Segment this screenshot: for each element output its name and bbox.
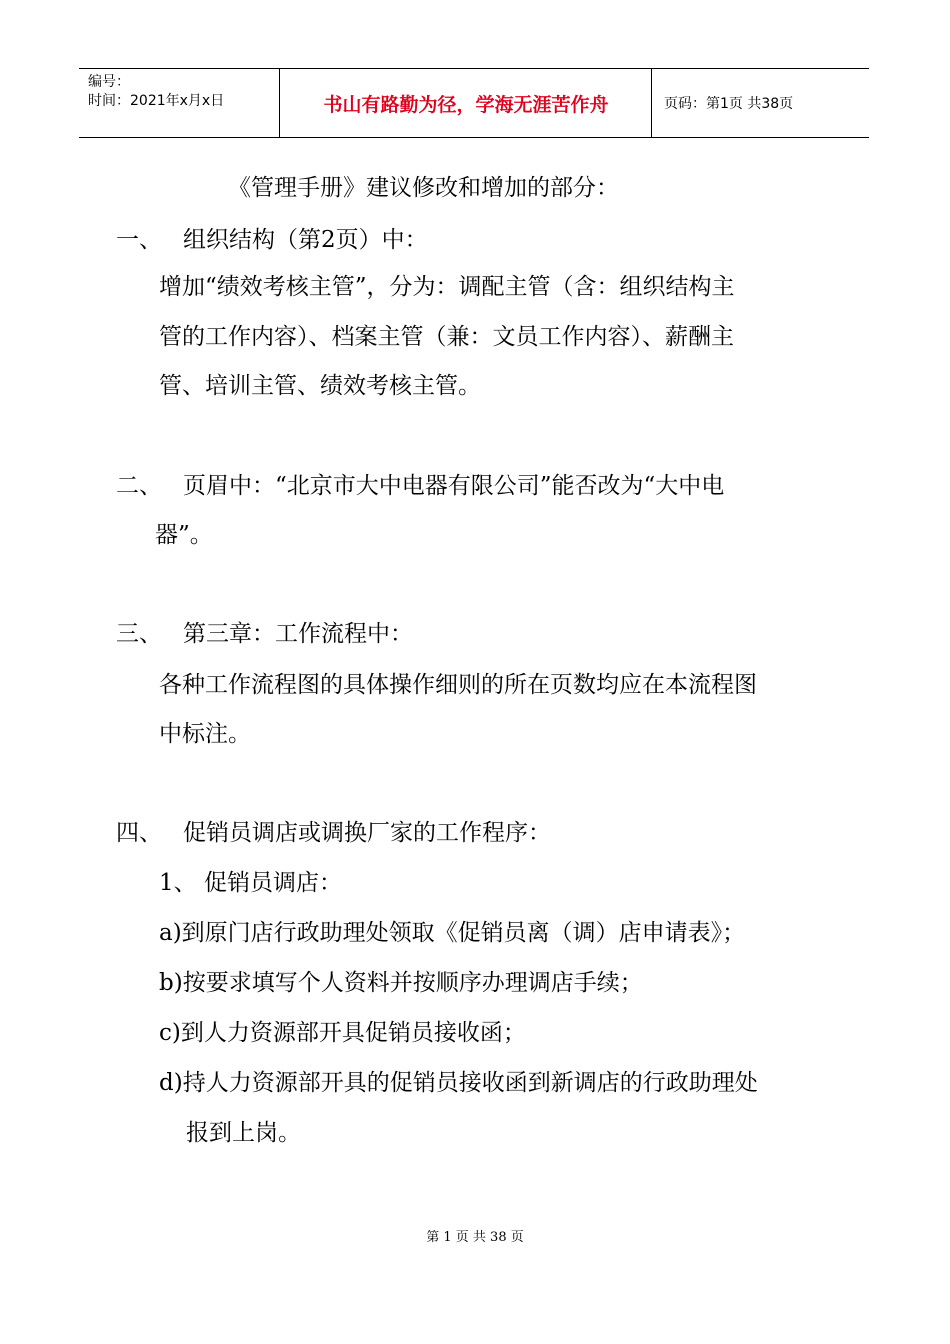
header-page-info: 页码：第1页 共38页	[664, 96, 794, 112]
list-item: a)到原门店行政助理处领取《促销员离（调）店申请表》；	[159, 920, 746, 946]
paragraph-line: 器”。	[155, 522, 213, 548]
header-meta-cell	[79, 69, 280, 137]
section-heading	[116, 472, 724, 500]
section-heading-text: 促销员调店或调换厂家的工作程序：	[183, 820, 551, 846]
paragraph-line: 管的工作内容）、档案主管（兼：文员工作内容）、薪酬主	[159, 324, 734, 350]
list-item: d)持人力资源部开具的促销员接收函到新调店的行政助理处	[159, 1070, 758, 1096]
header-page-cell	[652, 69, 869, 137]
paragraph-line: 中标注。	[159, 721, 251, 747]
header-motto: 书山有路勤为径，学海无涯苦作舟	[323, 94, 609, 116]
section-number: 一、	[116, 227, 162, 253]
number-label: 编号：	[88, 74, 130, 90]
list-item-continuation: 报到上岗。	[186, 1120, 301, 1146]
section-number: 二、	[116, 473, 162, 499]
page-footer: 第 1 页 共 38 页	[426, 1230, 524, 1245]
section-heading	[116, 620, 413, 648]
section-number: 四、	[116, 820, 162, 846]
section-heading-text: 页眉中：“北京市大中电器有限公司”能否改为“大中电	[183, 473, 725, 499]
paragraph-line: 增加“绩效考核主管”，分为：调配主管（含：组织结构主	[159, 274, 735, 300]
time-label: 时间：2021年x月x日	[88, 93, 225, 109]
subheading: 1、 促销员调店：	[159, 870, 342, 896]
paragraph-line: 各种工作流程图的具体操作细则的所在页数均应在本流程图	[159, 672, 757, 698]
section-heading	[116, 226, 428, 254]
section-heading	[116, 819, 551, 847]
page-header	[79, 68, 869, 138]
list-item: b)按要求填写个人资料并按顺序办理调店手续；	[159, 970, 643, 996]
section-heading-text: 第三章：工作流程中：	[183, 621, 413, 647]
list-item: c)到人力资源部开具促销员接收函；	[159, 1020, 526, 1046]
paragraph-line: 管、培训主管、绩效考核主管。	[159, 373, 481, 399]
section-heading-text: 组织结构（第2页）中：	[183, 227, 428, 253]
section-number: 三、	[116, 621, 162, 647]
document-title: 《管理手册》建议修改和增加的部分：	[228, 175, 619, 201]
header-motto-cell	[280, 69, 652, 137]
